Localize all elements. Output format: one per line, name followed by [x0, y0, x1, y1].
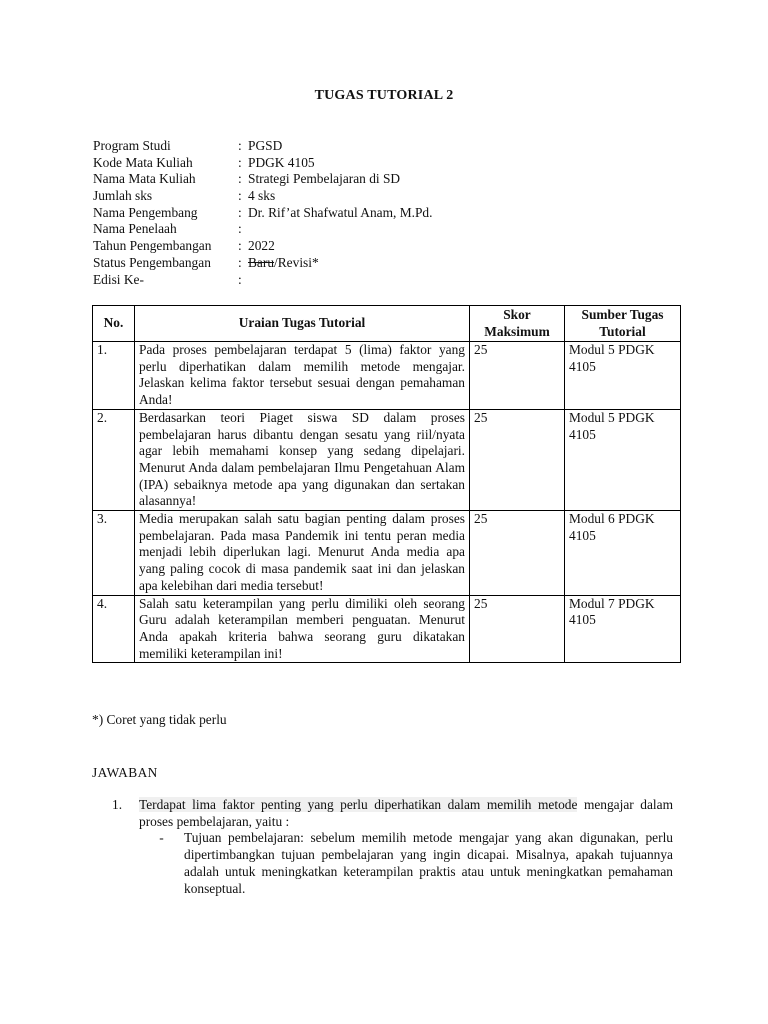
answer-number: 1. — [112, 797, 123, 812]
meta-label: Nama Pengembang — [93, 204, 198, 220]
meta-label: Kode Mata Kuliah — [93, 154, 193, 170]
meta-value: PGSD — [248, 138, 283, 153]
meta-colon: : — [238, 154, 242, 170]
meta-label: Nama Mata Kuliah — [93, 171, 196, 187]
row-description: Pada proses pembelajaran terdapat 5 (lima) faktor yang perlu diperhatikan dalam memilih metode mengajar. Jelaskan kelima faktor tersebut sesuai dengan pemahaman Anda! — [135, 342, 470, 410]
footnote: *) Coret yang tidak perlu — [92, 712, 227, 727]
answer-text-rest: mengajar dalam proses pembelajaran, yaitu : — [139, 797, 673, 829]
meta-colon: : — [238, 271, 242, 287]
meta-value: Dr. Rif’at Shafwatul Anam, M.Pd. — [248, 204, 433, 220]
row-source: Modul 5 PDGK 4105 — [565, 342, 681, 410]
meta-row — [93, 155, 613, 172]
answer-body — [139, 797, 673, 897]
meta-row — [93, 138, 613, 155]
meta-label: Tahun Pengembangan — [93, 238, 212, 254]
table-row — [93, 342, 681, 410]
row-number: 1. — [93, 342, 135, 410]
meta-row — [93, 188, 613, 205]
table-row — [93, 595, 681, 663]
sub-item — [139, 830, 673, 897]
row-number: 2. — [93, 409, 135, 510]
course-info — [93, 138, 613, 288]
page-title: TUGAS TUTORIAL 2 — [314, 88, 454, 103]
meta-value: 4 sks — [248, 188, 276, 204]
header-description: Uraian Tugas Tutorial — [135, 306, 470, 342]
row-description: Salah satu keterampilan yang perlu dimiliki oleh seorang Guru adalah keterampilan memberi penguatan. Menurut Anda apakah kriteria bahwa seorang guru dikatakan memiliki keterampilan ini! — [135, 595, 470, 663]
meta-colon: : — [238, 171, 242, 187]
row-source: Modul 6 PDGK 4105 — [565, 511, 681, 596]
struck-status: Baru — [248, 254, 275, 270]
highlighted-text: Terdapat lima faktor penting yang perlu diperhatikan dalam memilih metode — [139, 797, 578, 812]
meta-colon: : — [238, 221, 242, 237]
table-row — [93, 409, 681, 510]
meta-row — [93, 221, 613, 238]
meta-label: Program Studi — [93, 138, 171, 153]
row-source: Modul 5 PDGK 4105 — [565, 409, 681, 510]
row-score: 25 — [470, 409, 565, 510]
row-number: 4. — [93, 595, 135, 663]
answer-item — [112, 797, 673, 897]
row-source: Modul 7 PDGK 4105 — [565, 595, 681, 663]
meta-colon: : — [238, 238, 242, 254]
meta-row — [93, 238, 613, 255]
meta-row — [93, 171, 613, 188]
meta-colon: : — [238, 188, 242, 204]
answer-heading: JAWABAN — [92, 765, 158, 780]
meta-row — [93, 272, 613, 289]
meta-value — [248, 255, 319, 272]
row-number: 3. — [93, 511, 135, 596]
row-description: Berdasarkan teori Piaget siswa SD dalam proses pembelajaran harus dibantu dengan sesatu yang riil/nyata agar lebih memahami konsep yang sedang dipelajari. Menurut Anda dalam pembelajaran Ilmu Pengetahuan Alam (IPA) sebaiknya metode apa yang digunakan dan sertakan alasannya! — [135, 409, 470, 510]
table-header-row — [93, 306, 681, 342]
meta-value: PDGK 4105 — [248, 154, 315, 170]
row-score: 25 — [470, 595, 565, 663]
task-table — [92, 305, 681, 663]
sub-item-text: Tujuan pembelajaran: sebelum memilih metode mengajar yang akan digunakan, perlu dipertimbangkan tujuan pembelajaran yang ingin dicapai. Misalnya, apakah tujuannya adalah untuk meningkatkan keterampilan praktis atau untuk meningkatkan pemahaman konseptual. — [184, 830, 673, 896]
answer-list — [112, 797, 673, 897]
meta-label: Jumlah sks — [93, 188, 153, 204]
meta-colon: : — [238, 204, 242, 220]
meta-value: 2022 — [248, 238, 275, 254]
row-score: 25 — [470, 511, 565, 596]
meta-label: Nama Penelaah — [93, 221, 177, 237]
answer-text — [139, 797, 673, 830]
meta-colon: : — [238, 138, 242, 153]
row-description: Media merupakan salah satu bagian penting dalam proses pembelajaran. Pada masa Pandemik ini tentu peran media menjadi lebih diperlukan lagi. Menurut Anda media apa yang paling cocok di masa pandemik saat ini dan jelaskan apa kelebihan dari media tersebut! — [135, 511, 470, 596]
meta-colon: : — [238, 254, 242, 270]
header-source: Sumber Tugas Tutorial — [565, 306, 681, 342]
table-row — [93, 511, 681, 596]
row-score: 25 — [470, 342, 565, 410]
meta-label: Edisi Ke- — [93, 271, 144, 287]
header-no: No. — [93, 306, 135, 342]
meta-label: Status Pengembangan — [93, 254, 211, 270]
meta-row — [93, 255, 613, 272]
meta-row — [93, 205, 613, 222]
header-max-score: Skor Maksimum — [470, 306, 565, 342]
status-value: /Revisi* — [274, 254, 319, 270]
dash-bullet: - — [159, 830, 164, 846]
meta-value: Strategi Pembelajaran di SD — [248, 171, 401, 187]
